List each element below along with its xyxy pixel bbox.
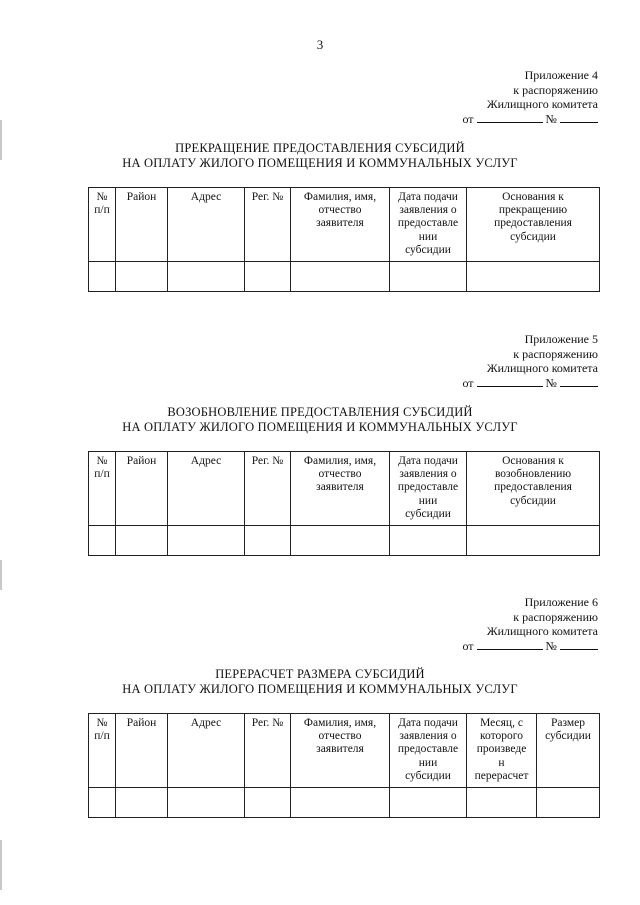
column-header-line: Дата подачи (398, 717, 458, 729)
table-cell (390, 526, 467, 556)
appendix-title: Приложение 6 (524, 595, 598, 609)
column-header-line: № (96, 717, 108, 729)
table-cell (537, 788, 600, 818)
column-header-line: перерасчет (474, 769, 529, 782)
appendix-5-block (462, 332, 598, 390)
column-header (89, 188, 116, 262)
table-cell (467, 788, 537, 818)
column-header (116, 714, 168, 788)
column-header-line: субсидии (545, 730, 591, 743)
column-header-line: заявления о (399, 730, 457, 743)
scan-mark (0, 120, 2, 160)
table-cell (89, 262, 116, 292)
table-header (89, 714, 600, 788)
section-title-line2: НА ОПЛАТУ ЖИЛОГО ПОМЕЩЕНИЯ И КОММУНАЛЬНЫХ УСЛУГ (122, 156, 518, 170)
section-title-line1: ПРЕКРАЩЕНИЕ ПРЕДОСТАВЛЕНИЯ СУБСИДИЙ (175, 141, 465, 155)
number-label: № (545, 638, 557, 653)
table-row (89, 788, 600, 818)
table-cell (390, 262, 467, 292)
column-header-line: Адрес (190, 455, 222, 467)
column-header-line: п/п (94, 468, 110, 481)
column-header-line: Фамилия, имя, (303, 455, 377, 467)
column-header-line: Район (126, 191, 157, 203)
column-header (390, 188, 467, 262)
column-header-line: предоставле (397, 481, 459, 494)
from-label: от (462, 111, 474, 126)
appendix-to-order: к распоряжению (513, 609, 598, 624)
column-header-line: предоставле (397, 217, 459, 230)
column-header (245, 452, 291, 526)
column-header-line: Основания к (502, 455, 564, 467)
column-header (245, 188, 291, 262)
column-header-line: заявителя (316, 217, 364, 230)
column-header (116, 452, 168, 526)
appendix-committee: Жилищного комитета (486, 97, 598, 111)
appendix-to-order: к распоряжению (513, 82, 598, 97)
column-header-line: Основания к (502, 191, 564, 203)
date-blank (477, 112, 543, 123)
column-header-line: Фамилия, имя, (303, 191, 377, 203)
header-row (89, 188, 600, 262)
column-header-line: Дата подачи (398, 455, 458, 467)
table-header (89, 188, 600, 262)
column-header (291, 188, 390, 262)
number-blank (560, 639, 598, 650)
column-header-line: Фамилия, имя, (303, 717, 377, 729)
header-row (89, 714, 600, 788)
column-header (291, 452, 390, 526)
column-header (168, 714, 245, 788)
table-row (89, 526, 600, 556)
column-header (537, 714, 600, 788)
column-header-line: Месяц, с (480, 717, 523, 729)
column-header-line: отчество (318, 204, 362, 217)
column-header (467, 452, 600, 526)
column-header (168, 188, 245, 262)
table-cell (116, 526, 168, 556)
section-title-line1: ПЕРЕРАСЧЕТ РАЗМЕРА СУБСИДИЙ (215, 667, 425, 681)
column-header-line: заявителя (316, 743, 364, 756)
form-table (88, 451, 600, 556)
column-header-line: Размер (550, 717, 585, 729)
table-cell (245, 526, 291, 556)
column-header (168, 452, 245, 526)
column-header (116, 188, 168, 262)
column-header-line: Район (126, 455, 157, 467)
appendix-6-block (462, 595, 598, 653)
number-label: № (545, 111, 557, 126)
appendix-committee: Жилищного комитета (486, 624, 598, 638)
column-header-line: произведе (476, 743, 527, 756)
form-table (88, 713, 600, 818)
column-header-line: нии (418, 756, 438, 769)
column-header-line: прекращению (498, 204, 568, 217)
column-header-line: Адрес (190, 191, 222, 203)
column-header-line: № (96, 455, 108, 467)
table-row (89, 262, 600, 292)
column-header-line: заявления о (399, 204, 457, 217)
scan-mark (0, 560, 2, 590)
scan-mark (0, 840, 2, 890)
column-header-line: субсидии (510, 494, 556, 507)
column-header (89, 714, 116, 788)
column-header-line: Рег. № (251, 455, 284, 467)
table-cell (467, 526, 600, 556)
column-header (291, 714, 390, 788)
number-label: № (545, 375, 557, 390)
section-title-line2: НА ОПЛАТУ ЖИЛОГО ПОМЕЩЕНИЯ И КОММУНАЛЬНЫХ УСЛУГ (122, 420, 518, 434)
appendix-date-number-line (462, 639, 598, 654)
column-header-line: заявителя (316, 481, 364, 494)
date-blank (477, 376, 543, 387)
column-header-line: возобновлению (494, 468, 572, 481)
appendix-title: Приложение 4 (524, 68, 598, 82)
table-cell (168, 526, 245, 556)
column-header-line: субсидии (405, 769, 451, 782)
appendix-to-order: к распоряжению (513, 346, 598, 361)
column-header (245, 714, 291, 788)
column-header-line: Адрес (190, 717, 222, 729)
appendix-4-block (462, 68, 598, 126)
page-number: 3 (316, 37, 324, 52)
from-label: от (462, 375, 474, 390)
table-cell (291, 788, 390, 818)
table-cell (89, 526, 116, 556)
column-header (89, 452, 116, 526)
column-header-line: н (498, 756, 505, 769)
column-header-line: нии (418, 230, 438, 243)
column-header (390, 452, 467, 526)
column-header-line: Рег. № (251, 717, 284, 729)
column-header-line: предоставления (494, 217, 572, 230)
column-header-line: заявления о (399, 468, 457, 481)
column-header-line: предоставле (397, 743, 459, 756)
date-blank (477, 639, 543, 650)
column-header (467, 714, 537, 788)
section-title (0, 141, 640, 171)
table-cell (168, 262, 245, 292)
column-header-line: Рег. № (251, 191, 284, 203)
column-header-line: отчество (318, 468, 362, 481)
column-header-line: № (96, 191, 108, 203)
section-title (0, 405, 640, 435)
appendix-date-number-line (462, 112, 598, 127)
table-cell (116, 262, 168, 292)
column-header-line: субсидии (405, 507, 451, 520)
column-header-line: Дата подачи (398, 191, 458, 203)
column-header-line: отчество (318, 730, 362, 743)
header-row (89, 452, 600, 526)
table-cell (116, 788, 168, 818)
table-cell (291, 526, 390, 556)
column-header (390, 714, 467, 788)
column-header-line: которого (480, 730, 523, 743)
table-cell (390, 788, 467, 818)
section-title-line2: НА ОПЛАТУ ЖИЛОГО ПОМЕЩЕНИЯ И КОММУНАЛЬНЫХ УСЛУГ (122, 682, 518, 696)
table-cell (467, 262, 600, 292)
column-header-line: предоставления (494, 481, 572, 494)
table-cell (168, 788, 245, 818)
column-header-line: субсидии (405, 243, 451, 256)
column-header-line: субсидии (510, 230, 556, 243)
number-blank (560, 112, 598, 123)
table-cell (245, 262, 291, 292)
column-header-line: п/п (94, 730, 110, 743)
column-header-line: нии (418, 494, 438, 507)
table-cell (89, 788, 116, 818)
table-cell (245, 788, 291, 818)
appendix-date-number-line (462, 376, 598, 391)
table-cell (291, 262, 390, 292)
column-header-line: п/п (94, 204, 110, 217)
section-title-line1: ВОЗОБНОВЛЕНИЕ ПРЕДОСТАВЛЕНИЯ СУБСИДИЙ (167, 405, 473, 419)
form-table (88, 187, 600, 292)
section-title (0, 667, 640, 697)
from-label: от (462, 638, 474, 653)
number-blank (560, 376, 598, 387)
table-header (89, 452, 600, 526)
column-header (467, 188, 600, 262)
appendix-title: Приложение 5 (524, 332, 598, 346)
column-header-line: Район (126, 717, 157, 729)
appendix-committee: Жилищного комитета (486, 361, 598, 375)
